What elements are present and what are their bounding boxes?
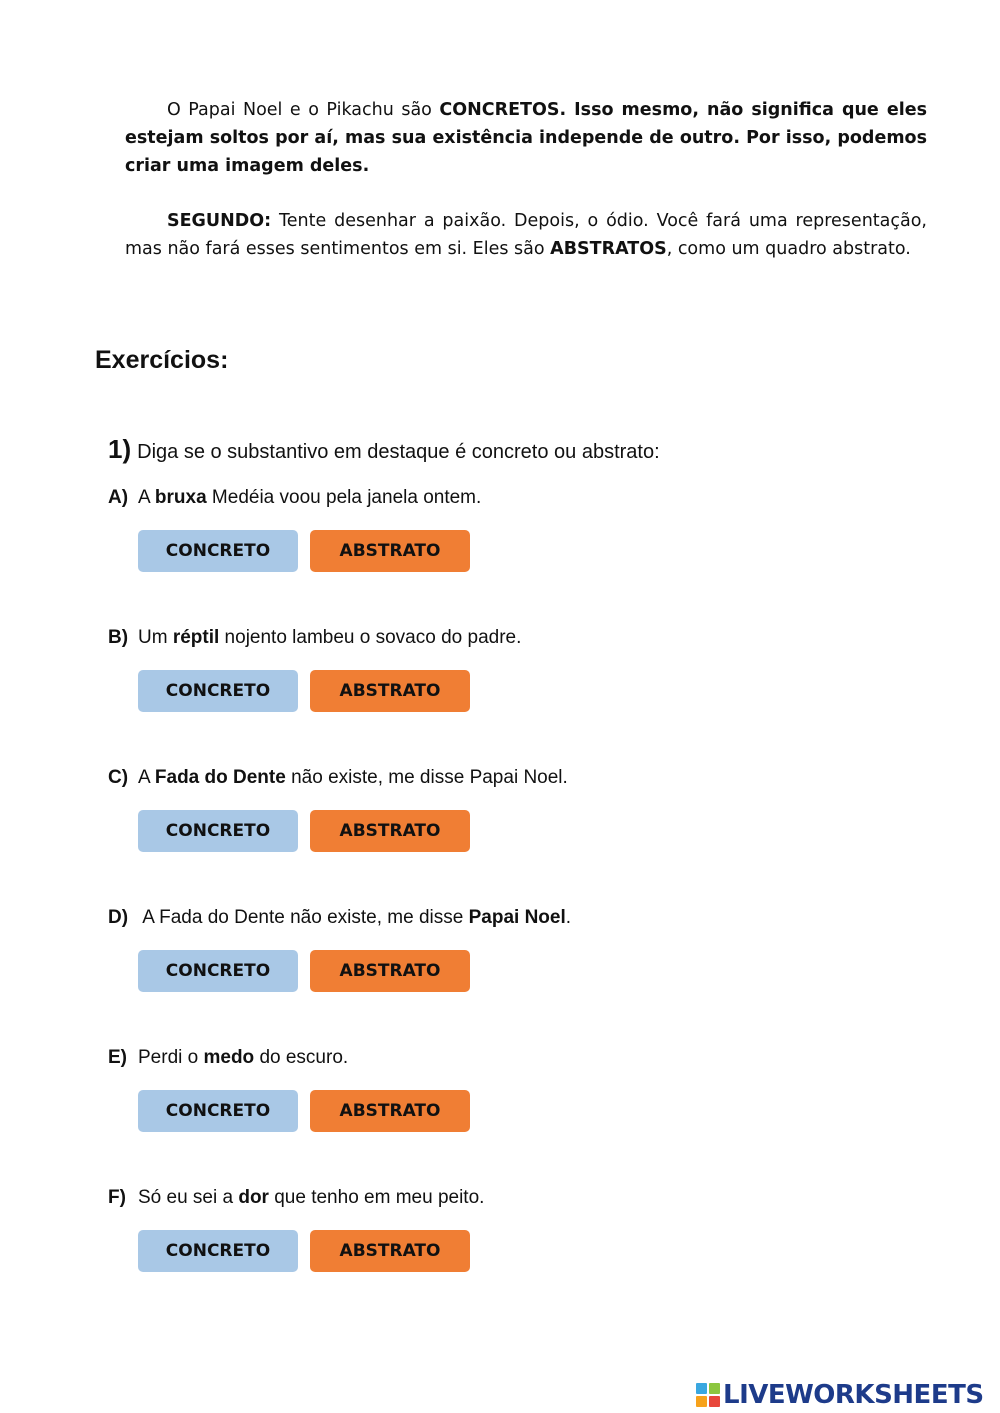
highlighted-noun: dor <box>238 1187 269 1208</box>
item-f-abstrato-button[interactable]: ABSTRATO <box>310 1230 470 1272</box>
liveworksheets-logo <box>696 1380 984 1410</box>
item-b-concreto-button[interactable]: CONCRETO <box>138 670 298 712</box>
intro-paragraph-abstratos: SEGUNDO: Tente desenhar a paixão. Depois, o ódio. Você fará uma representação, mas não fará esses sentimentos em si. Eles são ABSTRATOS, como um quadro abstrato. <box>125 211 927 259</box>
abstratos-emphasis: ABSTRATOS <box>550 239 667 259</box>
item-f-concreto-button[interactable]: CONCRETO <box>138 1230 298 1272</box>
intro-paragraph-concretos: O Papai Noel e o Pikachu são CONCRETOS. Isso mesmo, não significa que eles estejam soltos por aí, mas sua existência independe de outro. Por isso, podemos criar uma imagem deles. <box>125 100 927 176</box>
liveworksheets-logo-icon <box>696 1383 720 1407</box>
highlighted-noun: medo <box>203 1047 255 1068</box>
concretos-emphasis: CONCRETOS. Isso mesmo, não significa que eles estejam soltos por aí, mas sua existência independe de outro. Por isso, podemos criar uma imagem deles. <box>125 100 927 176</box>
highlighted-noun: Papai Noel <box>468 907 566 928</box>
highlighted-noun: bruxa <box>154 487 207 508</box>
item-c-abstrato-button[interactable]: ABSTRATO <box>310 810 470 852</box>
exercise-item-d: D) A Fada do Dente não existe, me disse Papai Noel. <box>108 907 572 928</box>
item-a-abstrato-button[interactable]: ABSTRATO <box>310 530 470 572</box>
exercise-item-c: C) A Fada do Dente não existe, me disse Papai Noel. <box>108 767 568 788</box>
logo-text: LIVEWORKSHEETS <box>723 1380 984 1410</box>
item-b-abstrato-button[interactable]: ABSTRATO <box>310 670 470 712</box>
highlighted-noun: réptil <box>172 627 220 648</box>
exercise-item-a: A) A bruxa Medéia voou pela janela ontem. <box>108 487 482 508</box>
exercise-item-b: B) Um réptil nojento lambeu o sovaco do padre. <box>108 627 522 648</box>
item-e-concreto-button[interactable]: CONCRETO <box>138 1090 298 1132</box>
item-d-concreto-button[interactable]: CONCRETO <box>138 950 298 992</box>
highlighted-noun: Fada do Dente <box>154 767 286 788</box>
item-c-concreto-button[interactable]: CONCRETO <box>138 810 298 852</box>
question-1 <box>108 434 660 465</box>
item-a-concreto-button[interactable]: CONCRETO <box>138 530 298 572</box>
exercise-item-f: F) Só eu sei a dor que tenho em meu peito. <box>108 1187 485 1208</box>
question-prompt: Diga se o substantivo em destaque é concreto ou abstrato: <box>137 441 660 463</box>
exercise-item-e: E) Perdi o medo do escuro. <box>108 1047 349 1068</box>
segundo-label: SEGUNDO: <box>167 211 272 231</box>
exercises-heading: Exercícios: <box>95 346 229 374</box>
item-d-abstrato-button[interactable]: ABSTRATO <box>310 950 470 992</box>
question-number: 1) <box>108 434 132 464</box>
item-e-abstrato-button[interactable]: ABSTRATO <box>310 1090 470 1132</box>
